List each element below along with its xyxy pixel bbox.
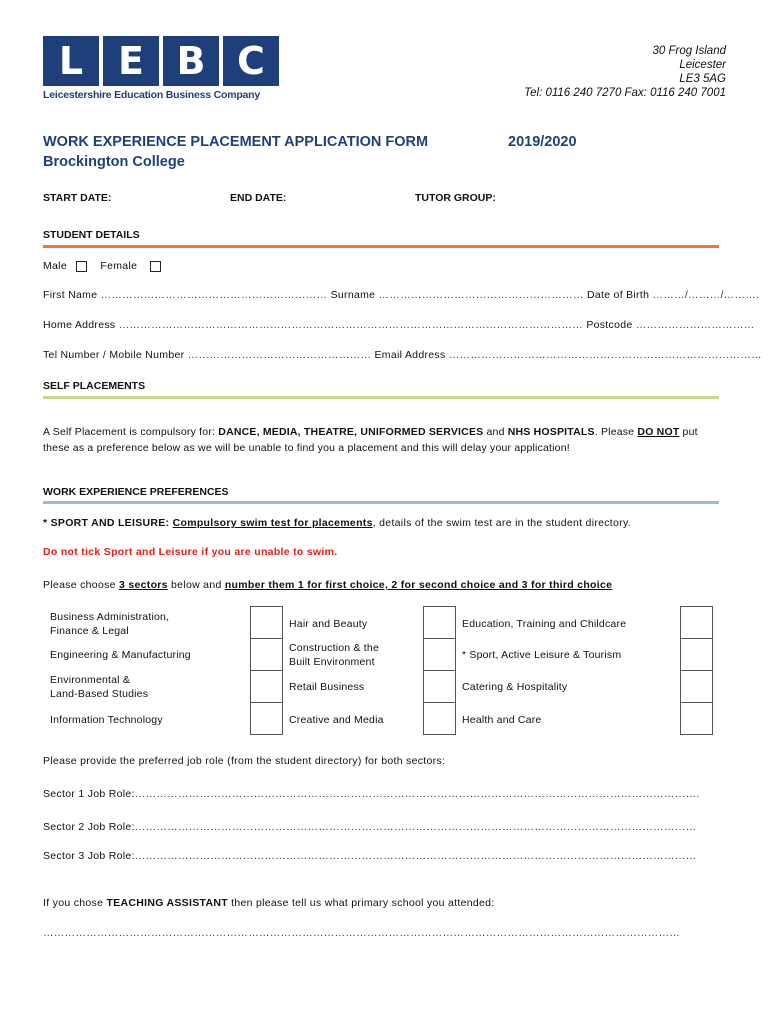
contact-row xyxy=(43,349,762,361)
swim-test-note: Compulsory swim test for placements xyxy=(172,517,373,529)
sport-label: * SPORT AND LEISURE: xyxy=(43,517,173,529)
email-field[interactable]: …………………………………………………………………………… xyxy=(448,349,762,361)
notice-text: . Please xyxy=(594,426,638,438)
college-name: Brockington College xyxy=(43,154,185,170)
sector-label: Construction & the xyxy=(289,642,379,654)
logo-subtitle: Leicestershire Education Business Company xyxy=(43,89,261,101)
green-divider xyxy=(43,396,719,399)
sector-sport: * Sport, Active Leisure & Tourism xyxy=(462,649,622,661)
choose-numbering: number them 1 for first choice, 2 for second choice and 3 for third choice xyxy=(224,579,613,591)
sector-engineering: Engineering & Manufacturing xyxy=(50,649,191,661)
logo-letter-e: E xyxy=(103,36,159,86)
sector-creative-media: Creative and Media xyxy=(289,714,384,726)
choice-box-catering[interactable] xyxy=(680,670,713,703)
sector-3-label: Sector 3 Job Role: xyxy=(43,850,135,862)
choose-instructions xyxy=(43,579,612,591)
notice-text: and xyxy=(483,426,508,438)
address-phone: Tel: 0116 240 7270 Fax: 0116 240 7001 xyxy=(524,87,726,99)
sector-1-field[interactable]: …………………………………………………………………………………………………………………………………………. xyxy=(134,788,700,800)
choose-count: 3 sectors xyxy=(119,579,168,591)
sport-details: , details of the swim test are in the student directory. xyxy=(372,517,631,529)
first-name-label: First Name xyxy=(43,289,98,301)
notice-do-not: DO NOT xyxy=(637,426,680,438)
sector-2-row xyxy=(43,821,696,833)
dob-label: Date of Birth xyxy=(586,289,650,301)
choice-box-engineering[interactable] xyxy=(250,638,283,671)
notice-nhs: NHS HOSPITALS xyxy=(507,426,595,438)
student-details-heading: STUDENT DETAILS xyxy=(43,229,140,241)
sector-catering: Catering & Hospitality xyxy=(462,681,568,693)
sector-label: Environmental & xyxy=(50,674,131,686)
notice-sectors: DANCE, MEDIA, THEATRE, UNIFORMED SERVICES xyxy=(218,426,484,438)
surname-field[interactable]: ………………………………………………… xyxy=(378,289,584,301)
sector-hair-beauty: Hair and Beauty xyxy=(289,618,368,630)
lebc-logo xyxy=(43,36,279,101)
choice-box-construction[interactable] xyxy=(423,638,456,671)
choice-box-environmental[interactable] xyxy=(250,670,283,703)
logo-letter-c: C xyxy=(223,36,279,86)
sector-1-label: Sector 1 Job Role: xyxy=(43,788,135,800)
orange-divider xyxy=(43,245,719,248)
tutor-group-label: TUTOR GROUP: xyxy=(415,192,496,204)
sector-label: Land-Based Studies xyxy=(50,688,149,700)
surname-label: Surname xyxy=(330,289,376,301)
job-role-intro: Please provide the preferred job role (from the student directory) for both sectors: xyxy=(43,755,446,767)
name-row xyxy=(43,289,759,301)
male-label: Male xyxy=(43,260,67,272)
end-date-label: END DATE: xyxy=(230,192,287,204)
teaching-assistant-label: TEACHING ASSISTANT xyxy=(106,897,228,909)
sector-2-field[interactable]: ………………………………………………………………………………………………………………………………………… xyxy=(134,821,697,833)
self-placements-heading: SELF PLACEMENTS xyxy=(43,380,146,392)
sector-business-admin xyxy=(50,610,169,638)
female-label: Female xyxy=(100,260,138,272)
address-block xyxy=(524,44,726,100)
dob-field[interactable]: ………/………/………. xyxy=(652,289,760,301)
choice-box-hair-beauty[interactable] xyxy=(423,606,456,639)
logo-letter-l: L xyxy=(43,36,99,86)
address-line: Leicester xyxy=(679,59,726,71)
notice-text: these as a preference below as we will be unable to find you a placement and this will delay your application! xyxy=(43,442,570,454)
teaching-text: then please tell us what primary school you attended: xyxy=(227,897,495,909)
female-checkbox[interactable] xyxy=(150,261,161,272)
tel-field[interactable]: …………………………………………… xyxy=(187,349,372,361)
sector-label: Business Administration, xyxy=(50,611,170,623)
notice-text: A Self Placement is compulsory for: xyxy=(43,426,219,438)
home-address-field[interactable]: ………………………………………………………………………………………………………………… xyxy=(118,319,584,331)
home-address-label: Home Address xyxy=(43,319,116,331)
teaching-text: If you chose xyxy=(43,897,107,909)
choice-box-it[interactable] xyxy=(250,702,283,735)
sector-2-label: Sector 2 Job Role: xyxy=(43,821,135,833)
sport-note xyxy=(43,517,631,529)
choose-text: Please choose xyxy=(43,579,119,591)
choice-box-education[interactable] xyxy=(680,606,713,639)
sector-label: Finance & Legal xyxy=(50,625,129,637)
teaching-question xyxy=(43,897,495,909)
sector-it: Information Technology xyxy=(50,714,163,726)
tel-label: Tel Number / Mobile Number xyxy=(43,349,185,361)
notice-text: put xyxy=(679,426,698,438)
sector-construction xyxy=(289,641,379,669)
email-label: Email Address xyxy=(374,349,446,361)
sector-environmental xyxy=(50,673,148,701)
choose-text: below and xyxy=(167,579,225,591)
self-placement-notice xyxy=(43,424,723,456)
start-date-label: START DATE: xyxy=(43,192,112,204)
sector-health-care: Health and Care xyxy=(462,714,542,726)
choice-box-health-care[interactable] xyxy=(680,702,713,735)
sector-3-row xyxy=(43,850,696,862)
address-row xyxy=(43,319,755,331)
preferences-heading: WORK EXPERIENCE PREFERENCES xyxy=(43,486,229,498)
gender-row xyxy=(43,260,161,272)
choice-box-sport[interactable] xyxy=(680,638,713,671)
address-line: 30 Frog Island xyxy=(652,45,726,57)
primary-school-field[interactable]: …………………………………………………………………………………………………………………………………………………………… xyxy=(43,927,681,939)
postcode-label: Postcode xyxy=(586,319,633,331)
logo-letter-b: B xyxy=(163,36,219,86)
choice-box-retail[interactable] xyxy=(423,670,456,703)
form-title: WORK EXPERIENCE PLACEMENT APPLICATION FORM xyxy=(43,134,429,150)
first-name-field[interactable]: ……………………………………………………… xyxy=(100,289,328,301)
sector-3-field[interactable]: ………………………………………………………………………………………………………………………………………… xyxy=(134,850,697,862)
swim-warning: Do not tick Sport and Leisure if you are unable to swim. xyxy=(43,546,338,558)
sector-education: Education, Training and Childcare xyxy=(462,618,627,630)
address-line: LE3 5AG xyxy=(679,73,726,85)
choice-box-creative-media[interactable] xyxy=(423,702,456,735)
postcode-field[interactable]: …………………………… xyxy=(635,319,755,331)
form-year: 2019/2020 xyxy=(508,134,577,150)
sector-label: Built Environment xyxy=(289,656,375,668)
sector-retail: Retail Business xyxy=(289,681,365,693)
teal-divider xyxy=(43,501,719,504)
male-checkbox[interactable] xyxy=(76,261,87,272)
sector-1-row xyxy=(43,788,700,800)
choice-box-business-admin[interactable] xyxy=(250,606,283,639)
